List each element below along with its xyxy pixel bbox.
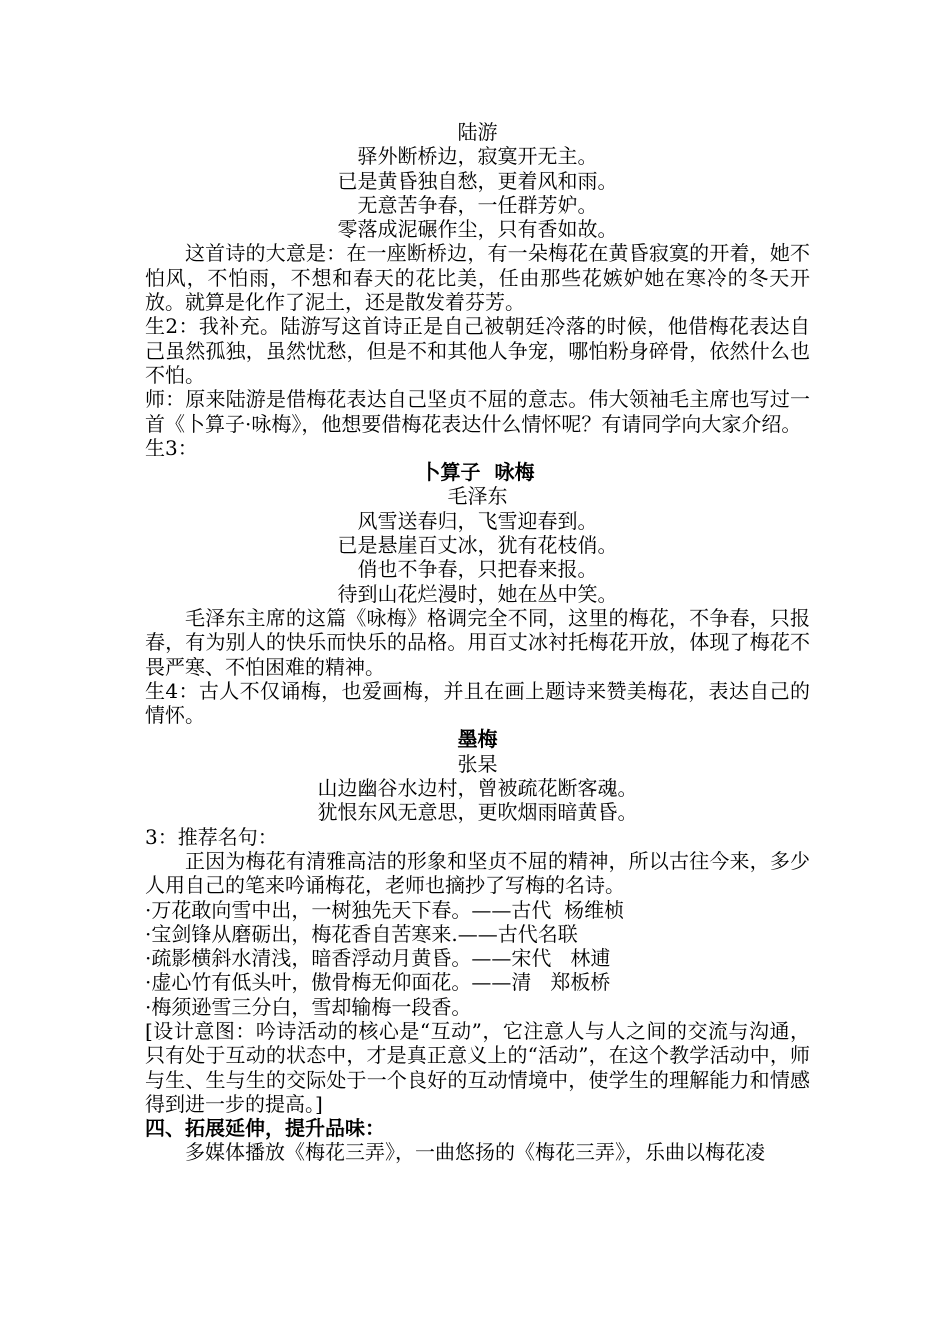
famous-line: ·虚心竹有低头叶，傲骨梅无仰面花。——清 郑板桥 [145,970,611,995]
poem-line: 零落成泥碾作尘，只有香如故。 [337,217,618,242]
famous-line: ·万花敢向雪中出，一树独先天下春。——古代 杨维桢 [145,897,625,922]
poem-line: 俏也不争春，只把春来报。 [357,557,598,582]
famous-line: ·疏影横斜水清浅，暗香浮动月黄昏。——宋代 林逋 [145,946,611,971]
poem-author: 陆游 [457,120,498,144]
poem-author: 毛泽东 [447,484,508,509]
poem-line: 犹恨东风无意思，更吹烟雨暗黄昏。 [317,800,638,825]
poem-line: 待到山花烂漫时，她在丛中笑。 [337,581,618,606]
paragraph-student2: 生2：我补充。陆游写这首诗正是自己被朝廷冷落的时候，他借梅花表达自己虽然孤独，虽然忧愁，但是不和其他人争宠，哪怕粉身碎骨，依然什么也不怕。 [145,314,810,387]
student3-label: 生3： [145,435,198,460]
poem-line: 风雪送春归，飞雪迎春到。 [357,508,598,533]
recommend-heading: 3：推荐名句： [145,824,278,849]
poem-line: 驿外断桥边，寂寞开无主。 [357,144,598,169]
section-heading: 四、拓展延伸，提升品味： [145,1116,385,1141]
paragraph-teacher: 师：原来陆游是借梅花表达自己坚贞不屈的意志。伟大领袖毛主席也写过一首《卜算子·咏梅》，他想要借梅花表达什么情怀呢？有请同学向大家介绍。 [145,387,810,436]
poem-line: 山边幽谷水边村，曾被疏花断客魂。 [317,776,638,801]
paragraph-meaning: 这首诗的大意是：在一座断桥边，有一朵梅花在黄昏寂寞的开着，她不怕风，不怕雨，不想和春天的花比美，任由那些花嫉妒她在寒冷的冬天开放。就算是化作了泥土，还是散发着芬芳。 [145,241,810,315]
poem-author: 张杲 [457,751,498,776]
paragraph-student4: 生4：古人不仅诵梅，也爱画梅，并且在画上题诗来赞美梅花，表达自己的情怀。 [145,678,810,728]
paragraph-multimedia: 多媒体播放《梅花三弄》，一曲悠扬的《梅花三弄》，乐曲以梅花凌 [185,1140,765,1165]
paragraph-recommend: 正因为梅花有清雅高洁的形象和坚贞不屈的精神，所以古往今来，多少人用自己的笔来吟诵梅花，老师也摘抄了写梅的名诗。 [145,848,810,898]
document-page [145,120,810,1165]
poem-line: 已是黄昏独自愁，更着风和雨。 [337,168,618,193]
poem-line: 已是悬崖百丈冰，犹有花枝俏。 [337,533,618,558]
paragraph-mao: 毛泽东主席的这篇《咏梅》格调完全不同，这里的梅花，不争春，只报春，有为别人的快乐而快乐的品格。用百丈冰衬托梅花开放，体现了梅花不畏严寒、不怕困难的精神。 [145,605,810,679]
poem-title: 墨梅 [457,727,498,752]
famous-line: ·梅须逊雪三分白，雪却输梅一段香。 [145,994,472,1019]
poem-line: 无意苦争春，一任群芳妒。 [357,192,598,217]
paragraph-design-intent: [设计意图：吟诗活动的核心是“互动”，它注意人与人之间的交流与沟通，只有处于互动的状态中，才是真正意义上的“活动”，在这个教学活动中，师与生、生与生的交际处于一个良好的互动情境中，使学生的理解能力和情感得到进一步的提高。] [145,1018,810,1116]
famous-line: ·宝剑锋从磨砺出，梅花香自苦寒来.——古代名联 [145,921,578,946]
poem-title: 卜算子 咏梅 [420,460,535,485]
